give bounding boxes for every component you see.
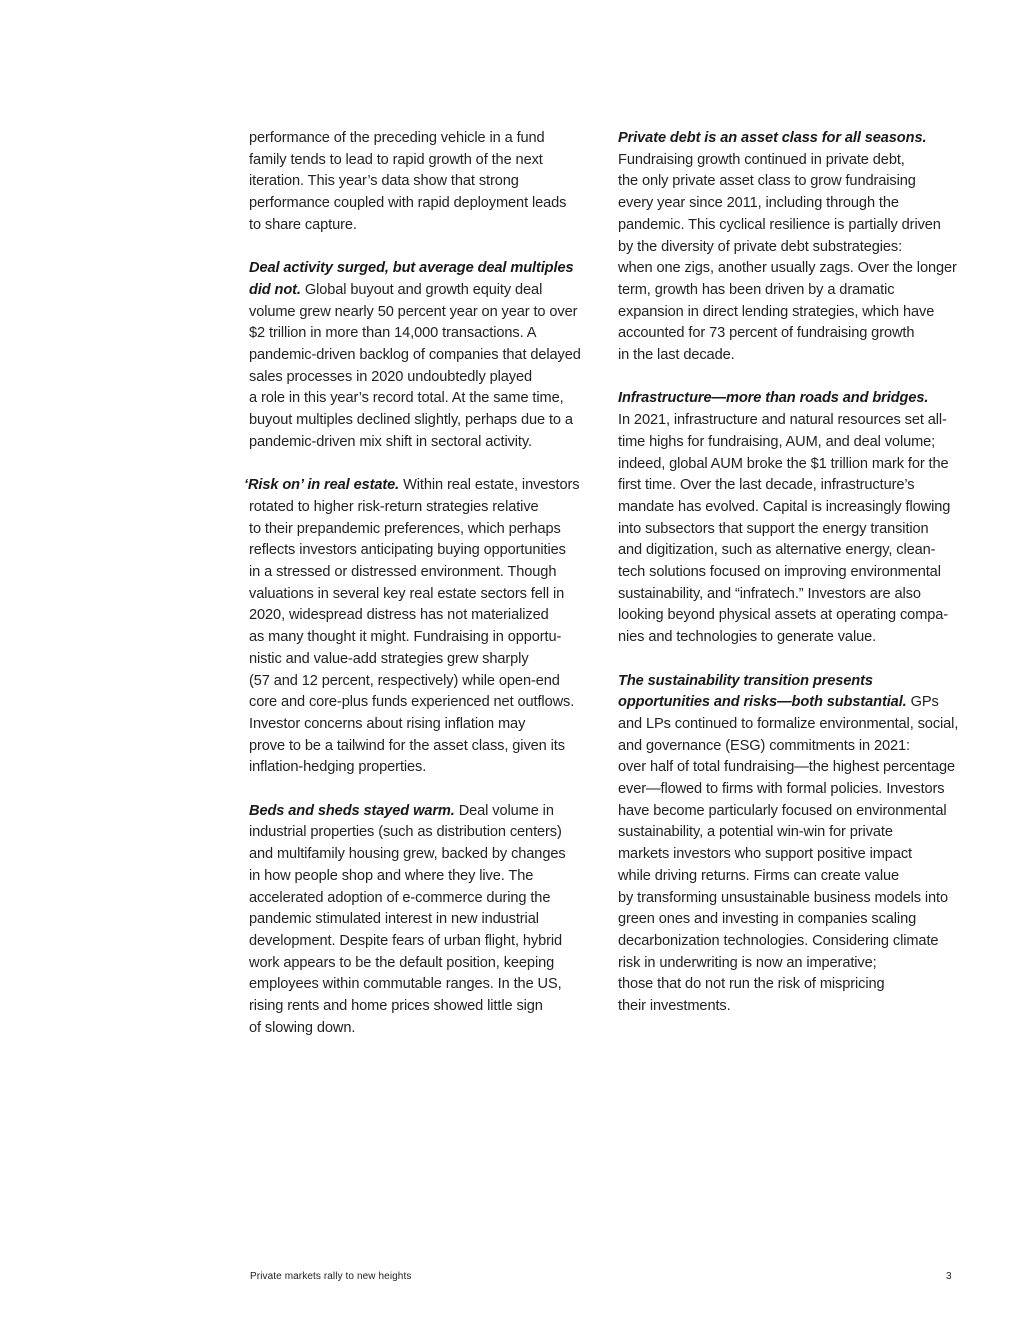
text-line: over half of total fundraising—the highest percentage bbox=[618, 759, 956, 776]
text-line: sustainability, a potential win-win for private bbox=[618, 824, 893, 841]
text-line: Fundraising growth continued in private debt, bbox=[618, 151, 905, 168]
page-number: 3 bbox=[946, 1271, 952, 1282]
text-line: by transforming unsustainable business models into bbox=[618, 889, 949, 906]
text-line: markets investors who support positive impact bbox=[618, 846, 912, 863]
text-line: iteration. This year’s data show that strong bbox=[249, 173, 519, 190]
text-line: rotated to higher risk-return strategies relative bbox=[249, 498, 539, 515]
text-line bbox=[618, 388, 966, 410]
paragraph-lead: Beds and sheds stayed warm. bbox=[249, 802, 455, 819]
body-text: Within real estate, investors bbox=[399, 477, 580, 494]
text-line: tech solutions focused on improving environmental bbox=[618, 564, 941, 581]
text-line: pandemic stimulated interest in new industrial bbox=[249, 911, 539, 928]
text-line: decarbonization technologies. Considering climate bbox=[618, 932, 939, 949]
paragraph-lead: opportunities and risks—both substantial. bbox=[618, 694, 907, 711]
body-text: GPs bbox=[906, 694, 939, 711]
text-line: their investments. bbox=[618, 998, 731, 1015]
text-line: pandemic-driven backlog of companies that delayed bbox=[249, 347, 581, 364]
text-line: and governance (ESG) commitments in 2021: bbox=[618, 737, 910, 754]
text-line: in how people shop and where they live. The bbox=[249, 867, 534, 884]
text-line: every year since 2011, including through the bbox=[618, 195, 899, 212]
text-line bbox=[249, 801, 594, 823]
paragraph-lead: Deal activity surged, but average deal multiples bbox=[249, 260, 574, 277]
text-line: family tends to lead to rapid growth of the next bbox=[249, 151, 543, 168]
paragraph-lead: Infrastructure—more than roads and bridges. bbox=[618, 390, 929, 407]
text-line: have become particularly focused on environmental bbox=[618, 802, 947, 819]
text-line: and LPs continued to formalize environmental, social, bbox=[618, 715, 959, 732]
body-text: Deal volume in bbox=[454, 802, 554, 819]
text-line: to share capture. bbox=[249, 216, 357, 233]
text-line: first time. Over the last decade, infrastructure’s bbox=[618, 477, 915, 494]
text-line: of slowing down. bbox=[249, 1019, 356, 1036]
left-column bbox=[244, 128, 594, 1061]
paragraph-lead: The sustainability transition presents bbox=[618, 672, 873, 689]
paragraph bbox=[244, 475, 594, 779]
text-line: mandate has evolved. Capital is increasingly flowing bbox=[618, 498, 951, 515]
text-line bbox=[618, 671, 966, 693]
paragraph-lead: ‘Risk on’ in real estate. bbox=[244, 477, 400, 494]
text-line: prove to be a tailwind for the asset class, given its bbox=[249, 737, 565, 754]
text-line: those that do not run the risk of mispricing bbox=[618, 976, 885, 993]
footer-title: Private markets rally to new heights bbox=[250, 1271, 412, 1282]
text-line: pandemic. This cyclical resilience is partially driven bbox=[618, 216, 941, 233]
text-line bbox=[249, 258, 594, 280]
text-line: into subsectors that support the energy transition bbox=[618, 520, 929, 537]
text-line: a role in this year’s record total. At the same time, bbox=[249, 390, 564, 407]
text-line: 2020, widespread distress has not materialized bbox=[249, 607, 549, 624]
text-line: Investor concerns about rising inflation may bbox=[249, 715, 526, 732]
paragraph bbox=[618, 128, 966, 367]
text-line bbox=[618, 128, 966, 150]
text-line: the only private asset class to grow fundraising bbox=[618, 173, 916, 190]
text-line: sustainability, and “infratech.” Investors are also bbox=[618, 585, 921, 602]
text-line: green ones and investing in companies scaling bbox=[618, 911, 917, 928]
text-line: valuations in several key real estate sectors fell in bbox=[249, 585, 565, 602]
text-line: (57 and 12 percent, respectively) while open-end bbox=[249, 672, 560, 689]
text-line: as many thought it might. Fundraising in opportu- bbox=[249, 629, 562, 646]
text-line: rising rents and home prices showed little sign bbox=[249, 998, 543, 1015]
text-line: expansion in direct lending strategies, which have bbox=[618, 303, 935, 320]
text-line: to their prepandemic preferences, which perhaps bbox=[249, 520, 561, 537]
text-line: reflects investors anticipating buying opportunities bbox=[249, 542, 566, 559]
text-line: $2 trillion in more than 14,000 transactions. A bbox=[249, 325, 537, 342]
text-line: employees within commutable ranges. In the US, bbox=[249, 976, 562, 993]
text-line: industrial properties (such as distribution centers) bbox=[249, 824, 562, 841]
text-line bbox=[249, 280, 594, 302]
text-line: performance of the preceding vehicle in a fund bbox=[249, 130, 545, 146]
text-line: in the last decade. bbox=[618, 347, 735, 364]
text-line: by the diversity of private debt substrategies: bbox=[618, 238, 903, 255]
text-line: and multifamily housing grew, backed by changes bbox=[249, 846, 566, 863]
text-line: indeed, global AUM broke the $1 trillion mark for the bbox=[618, 455, 949, 472]
text-line: nistic and value-add strategies grew sharply bbox=[249, 650, 529, 667]
text-line: sales processes in 2020 undoubtedly played bbox=[249, 368, 533, 385]
paragraph-lead: Private debt is an asset class for all seasons. bbox=[618, 130, 927, 146]
paragraph bbox=[249, 128, 594, 237]
text-line: pandemic-driven mix shift in sectoral activity. bbox=[249, 433, 532, 450]
paragraph bbox=[249, 258, 594, 453]
text-line: in a stressed or distressed environment. Though bbox=[249, 564, 557, 581]
paragraph-lead: did not. bbox=[249, 281, 301, 298]
right-column bbox=[618, 128, 966, 1039]
text-line: volume grew nearly 50 percent year on year to over bbox=[249, 303, 578, 320]
body-text: Global buyout and growth equity deal bbox=[300, 281, 543, 298]
paragraph bbox=[618, 388, 966, 648]
text-line: while driving returns. Firms can create value bbox=[618, 867, 899, 884]
text-line: risk in underwriting is now an imperative; bbox=[618, 954, 877, 971]
text-line: and digitization, such as alternative energy, clean- bbox=[618, 542, 936, 559]
text-line: In 2021, infrastructure and natural resources set all- bbox=[618, 412, 947, 429]
text-line: term, growth has been driven by a dramatic bbox=[618, 281, 895, 298]
text-line: performance coupled with rapid deployment leads bbox=[249, 195, 567, 212]
text-line: looking beyond physical assets at operating compa- bbox=[618, 607, 949, 624]
text-line bbox=[244, 475, 594, 497]
text-line: inflation-hedging properties. bbox=[249, 759, 427, 776]
text-line: accelerated adoption of e-commerce during the bbox=[249, 889, 551, 906]
text-line: when one zigs, another usually zags. Over the longer bbox=[618, 260, 957, 277]
text-line: nies and technologies to generate value. bbox=[618, 629, 877, 646]
text-line bbox=[618, 692, 966, 714]
text-line: core and core-plus funds experienced net outflows. bbox=[249, 694, 575, 711]
text-line: buyout multiples declined slightly, perhaps due to a bbox=[249, 412, 573, 429]
paragraph bbox=[249, 801, 594, 1040]
paragraph bbox=[618, 671, 966, 1018]
text-line: development. Despite fears of urban flight, hybrid bbox=[249, 932, 562, 949]
text-line: work appears to be the default position, keeping bbox=[249, 954, 555, 971]
text-line: ever—flowed to firms with formal policies. Investors bbox=[618, 781, 945, 798]
text-line: accounted for 73 percent of fundraising growth bbox=[618, 325, 915, 342]
text-line: time highs for fundraising, AUM, and deal volume; bbox=[618, 433, 936, 450]
